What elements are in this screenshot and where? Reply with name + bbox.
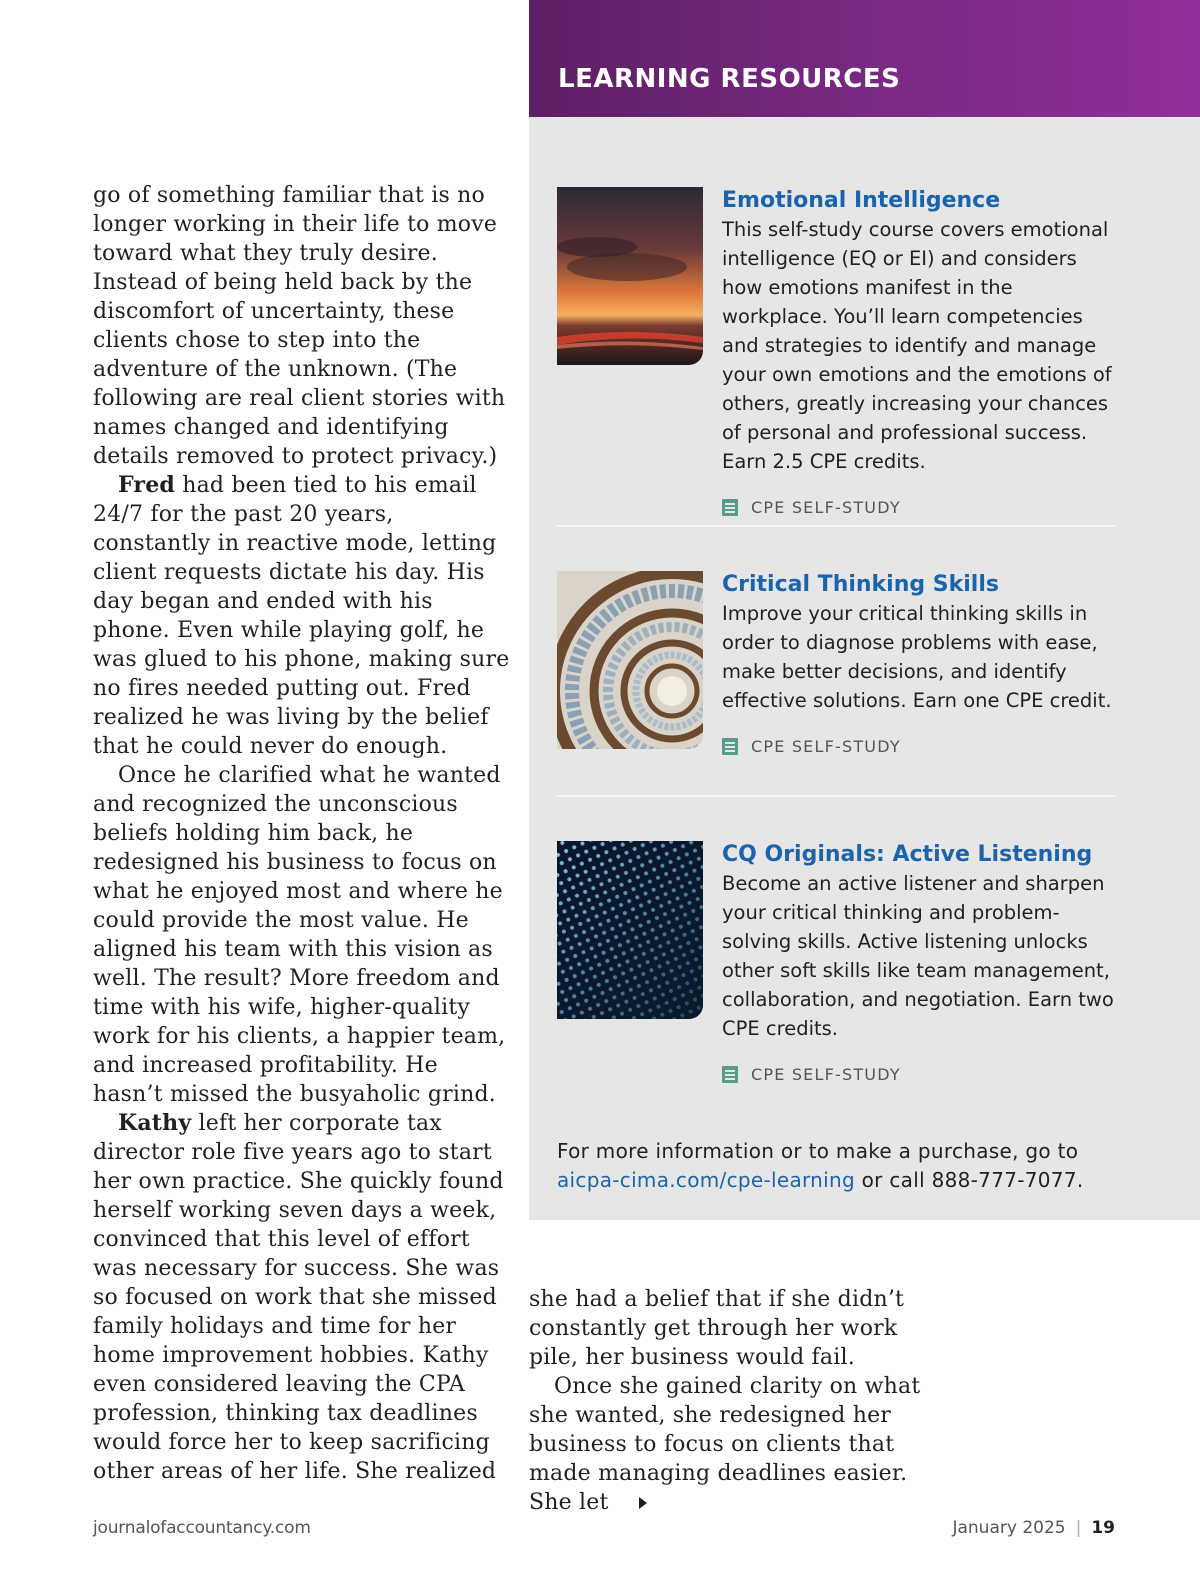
sidebar-title: LEARNING RESOURCES — [558, 64, 901, 94]
course-description: Improve your critical thinking skills in order to diagnose problems with ease, make better decisions, and identify effective solutions. Earn one CPE credit. — [722, 602, 1112, 712]
course-text — [722, 187, 1122, 517]
article-paragraph: Once he clarified what he wanted and recognized the unconscious beliefs holding him back, he redesigned his business to focus on what he enjoyed most and where he could provide the most value. He aligned his team with this vision as well. The result? More freedom and time with his wife, higher-quality work for his clients, a happier team, and increased profitability. He hasn’t missed the busyaholic grind. — [93, 763, 506, 1107]
course-tag-label: CPE SELF-STUDY — [751, 1065, 901, 1084]
course-title[interactable]: Emotional Intelligence — [722, 188, 1001, 213]
divider — [557, 525, 1115, 527]
sunset-road-image — [557, 187, 703, 365]
paragraph-text: Once she gained clarity on what she wanted, she redesigned her business to focus on clients that made managing deadlines easier. She let — [529, 1374, 921, 1515]
article-paragraph — [93, 1109, 513, 1486]
course-description: This self-study course covers emotional intelligence (EQ or EI) and considers how emotions manifest in the workplace. You’ll learn competencies and strategies to identify and manage your own emotions and the emotions of others, greatly increasing your chances of personal and professional success. Earn 2.5 CPE credits. — [722, 218, 1112, 473]
article-paragraph: go of something familiar that is no longer working in their life to move toward what they truly desire. Instead of being held back by the discomfort of uncertainty, these clients chose to step into the adventure of the unknown. (The following are real client stories with names changed and identifying details removed to protect privacy.) — [93, 183, 506, 469]
client-name: Fred — [118, 472, 176, 498]
light-dots-image — [557, 841, 703, 1019]
article-paragraph — [93, 471, 513, 761]
cpe-learning-link[interactable]: aicpa-cima.com/cpe-learning — [557, 1168, 855, 1192]
sidebar-header — [529, 0, 1200, 117]
continue-arrow-icon — [639, 1497, 647, 1509]
divider — [557, 795, 1115, 797]
course-description: Become an active listener and sharpen your critical thinking and problem-solving skills. Active listening unlocks other soft skills like team management, collaboration, and negotiation. Earn two CPE credits. — [722, 872, 1114, 1040]
more-info — [557, 1137, 1157, 1195]
course-text — [722, 841, 1122, 1084]
course-tag-label: CPE SELF-STUDY — [751, 737, 901, 756]
list-icon — [722, 1066, 738, 1083]
course-tag — [722, 1065, 1122, 1084]
footer-separator: | — [1075, 1518, 1082, 1538]
footer-date: January 2025 — [952, 1518, 1066, 1538]
footer-issue — [952, 1518, 1115, 1538]
footer-site: journalofaccountancy.com — [93, 1518, 311, 1538]
paragraph-text: had been tied to his email 24/7 for the past 20 years, constantly in reactive mode, letting client requests dictate his day. His day began and ended with his phone. Even while playing golf, he was glued to his phone, making sure no fires needed putting out. Fred realized he was living by the belief that he could never do enough. — [93, 473, 510, 759]
course-title[interactable]: CQ Originals: Active Listening — [722, 842, 1093, 867]
paragraph-text: left her corporate tax director role five years ago to start her own practice. She quickly found herself working seven days a week, convinced that this level of effort was necessary for success. She was so focused on work that she missed family holidays and time for her home improvement hobbies. Kathy even considered leaving the CPA profession, thinking tax deadlines would force her to keep sacrificing other areas of her life. She realized — [93, 1111, 504, 1484]
learning-resources-sidebar — [529, 0, 1200, 1220]
list-icon — [722, 499, 738, 516]
page-number: 19 — [1091, 1518, 1115, 1538]
client-name: Kathy — [118, 1110, 192, 1136]
course-tag-label: CPE SELF-STUDY — [751, 498, 901, 517]
article-column-left — [93, 181, 513, 1486]
course-text — [722, 571, 1122, 756]
article-column-right — [529, 1285, 949, 1517]
course-tag — [722, 737, 1122, 756]
more-info-text: For more information or to make a purchase, go to — [557, 1139, 1079, 1163]
article-paragraph: she had a belief that if she didn’t constantly get through her work pile, her business would fail. — [529, 1287, 905, 1370]
article-paragraph — [529, 1372, 949, 1517]
course-tag — [722, 498, 1122, 517]
spiral-staircase-image — [557, 571, 703, 749]
list-icon — [722, 738, 738, 755]
course-title[interactable]: Critical Thinking Skills — [722, 572, 999, 597]
more-info-phone: or call 888-777-7077. — [854, 1168, 1084, 1192]
